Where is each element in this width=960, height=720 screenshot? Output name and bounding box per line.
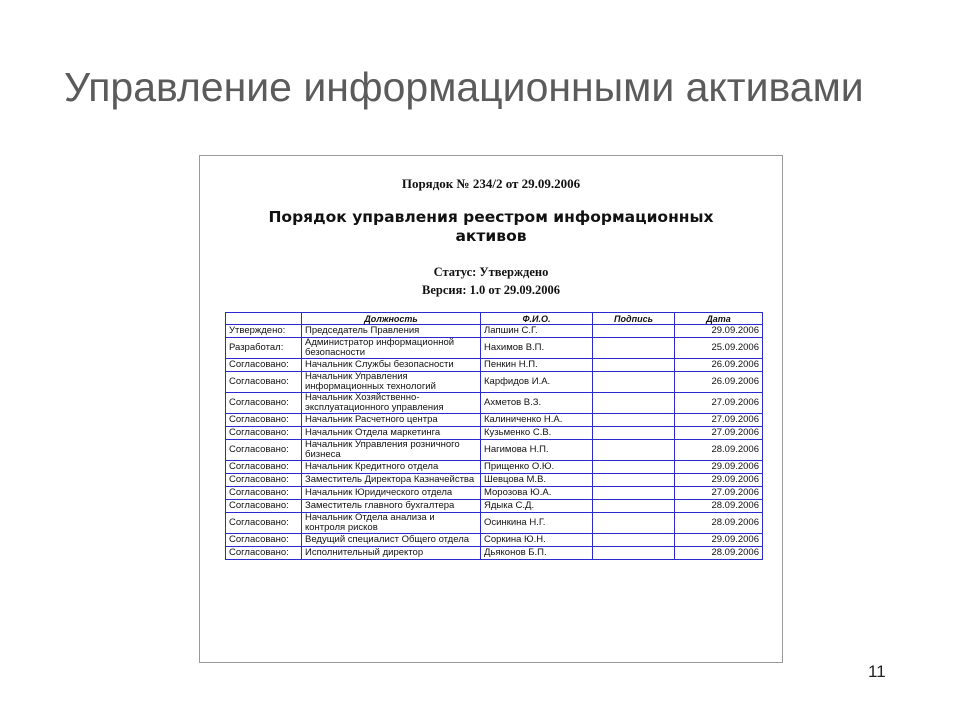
table-row bbox=[226, 427, 763, 440]
cell-date: 28.09.2006 bbox=[675, 513, 763, 534]
cell-role: Разработал: bbox=[226, 338, 302, 359]
cell-date: 29.09.2006 bbox=[675, 461, 763, 474]
cell-position: Начальник Расчетного центра bbox=[302, 414, 481, 427]
cell-role: Согласовано: bbox=[226, 359, 302, 372]
cell-role: Согласовано: bbox=[226, 372, 302, 393]
cell-date: 25.09.2006 bbox=[675, 338, 763, 359]
slide-title: Управление информационными активами bbox=[64, 64, 864, 110]
page-number: 11 bbox=[868, 662, 886, 681]
cell-name: Калиниченко Н.А. bbox=[481, 414, 593, 427]
document-version: Версия: 1.0 от 29.09.2006 bbox=[422, 283, 560, 297]
header-role bbox=[226, 313, 302, 325]
cell-date: 27.09.2006 bbox=[675, 393, 763, 414]
table-row bbox=[226, 487, 763, 500]
cell-date: 29.09.2006 bbox=[675, 325, 763, 338]
cell-signature bbox=[593, 372, 675, 393]
cell-role: Согласовано: bbox=[226, 547, 302, 560]
cell-name: Лапшин С.Г. bbox=[481, 325, 593, 338]
cell-date: 28.09.2006 bbox=[675, 440, 763, 461]
table-row bbox=[226, 534, 763, 547]
cell-signature bbox=[593, 461, 675, 474]
cell-date: 27.09.2006 bbox=[675, 414, 763, 427]
cell-role: Утверждено: bbox=[226, 325, 302, 338]
cell-date: 28.09.2006 bbox=[675, 500, 763, 513]
cell-role: Согласовано: bbox=[226, 393, 302, 414]
table-row bbox=[226, 513, 763, 534]
cell-date: 28.09.2006 bbox=[675, 547, 763, 560]
cell-signature bbox=[593, 393, 675, 414]
cell-name: Нахимов В.П. bbox=[481, 338, 593, 359]
order-number: Порядок № 234/2 от 29.09.2006 bbox=[401, 176, 581, 191]
cell-name: Ядыка С.Д. bbox=[481, 500, 593, 513]
cell-date: 29.09.2006 bbox=[675, 534, 763, 547]
cell-position: Начальник Отдела маркетинга bbox=[302, 427, 481, 440]
cell-role: Согласовано: bbox=[226, 414, 302, 427]
table-row bbox=[226, 393, 763, 414]
table-row bbox=[226, 338, 763, 359]
cell-name: Осинкина Н.Г. bbox=[481, 513, 593, 534]
cell-role: Согласовано: bbox=[226, 474, 302, 487]
document-title-line-2: активов bbox=[455, 227, 527, 245]
table-row bbox=[226, 461, 763, 474]
cell-name: Ахметов В.З. bbox=[481, 393, 593, 414]
header-date: Дата bbox=[675, 313, 763, 325]
document-title bbox=[240, 208, 742, 246]
cell-position: Ведущий специалист Общего отдела bbox=[302, 534, 481, 547]
cell-role: Согласовано: bbox=[226, 513, 302, 534]
cell-name: Морозова Ю.А. bbox=[481, 487, 593, 500]
cell-position: Исполнительный директор bbox=[302, 547, 481, 560]
cell-role: Согласовано: bbox=[226, 440, 302, 461]
cell-name: Дьяконов Б.П. bbox=[481, 547, 593, 560]
cell-position: Начальник Кредитного отдела bbox=[302, 461, 481, 474]
cell-name: Прищенко О.Ю. bbox=[481, 461, 593, 474]
table-row bbox=[226, 500, 763, 513]
cell-signature bbox=[593, 427, 675, 440]
cell-name: Карфидов И.А. bbox=[481, 372, 593, 393]
table-row bbox=[226, 359, 763, 372]
header-position: Должность bbox=[302, 313, 481, 325]
cell-role: Согласовано: bbox=[226, 461, 302, 474]
cell-signature bbox=[593, 414, 675, 427]
header-signature: Подпись bbox=[593, 313, 675, 325]
cell-signature bbox=[593, 338, 675, 359]
document-title-line-1: Порядок управления реестром информационных bbox=[268, 208, 714, 226]
cell-position: Начальник Службы безопасности bbox=[302, 359, 481, 372]
cell-position: Начальник Управления розничного бизнеса bbox=[302, 440, 481, 461]
table-row bbox=[226, 414, 763, 427]
cell-position: Председатель Правления bbox=[302, 325, 481, 338]
cell-position: Заместитель Директора Казначейства bbox=[302, 474, 481, 487]
cell-date: 29.09.2006 bbox=[675, 474, 763, 487]
cell-signature bbox=[593, 500, 675, 513]
cell-signature bbox=[593, 440, 675, 461]
cell-position: Администратор информационной безопасности bbox=[302, 338, 481, 359]
cell-position: Начальник Юридического отдела bbox=[302, 487, 481, 500]
cell-position: Начальник Хозяйственно-эксплуатационного управления bbox=[302, 393, 481, 414]
cell-position: Заместитель главного бухгалтера bbox=[302, 500, 481, 513]
table-row bbox=[226, 440, 763, 461]
cell-role: Согласовано: bbox=[226, 534, 302, 547]
table-row bbox=[226, 372, 763, 393]
header-name: Ф.И.О. bbox=[481, 313, 593, 325]
cell-name: Нагимова Н.П. bbox=[481, 440, 593, 461]
cell-date: 27.09.2006 bbox=[675, 487, 763, 500]
cell-signature bbox=[593, 359, 675, 372]
table-row bbox=[226, 547, 763, 560]
document-image bbox=[199, 155, 783, 663]
cell-position: Начальник Управления информационных технологий bbox=[302, 372, 481, 393]
cell-name: Пенкин Н.П. bbox=[481, 359, 593, 372]
table-header-row bbox=[226, 313, 763, 325]
cell-role: Согласовано: bbox=[226, 427, 302, 440]
cell-signature bbox=[593, 513, 675, 534]
cell-signature bbox=[593, 534, 675, 547]
cell-date: 26.09.2006 bbox=[675, 372, 763, 393]
cell-name: Кузьменко С.В. bbox=[481, 427, 593, 440]
cell-signature bbox=[593, 547, 675, 560]
table-row bbox=[226, 474, 763, 487]
approval-table bbox=[225, 312, 763, 560]
cell-date: 27.09.2006 bbox=[675, 427, 763, 440]
cell-position: Начальник Отдела анализа и контроля рисков bbox=[302, 513, 481, 534]
document-status: Статус: Утверждено bbox=[433, 265, 549, 279]
cell-name: Соркина Ю.Н. bbox=[481, 534, 593, 547]
cell-signature bbox=[593, 325, 675, 338]
cell-signature bbox=[593, 474, 675, 487]
cell-role: Согласовано: bbox=[226, 500, 302, 513]
cell-signature bbox=[593, 487, 675, 500]
cell-date: 26.09.2006 bbox=[675, 359, 763, 372]
cell-name: Шевцова М.В. bbox=[481, 474, 593, 487]
table-row bbox=[226, 325, 763, 338]
cell-role: Согласовано: bbox=[226, 487, 302, 500]
